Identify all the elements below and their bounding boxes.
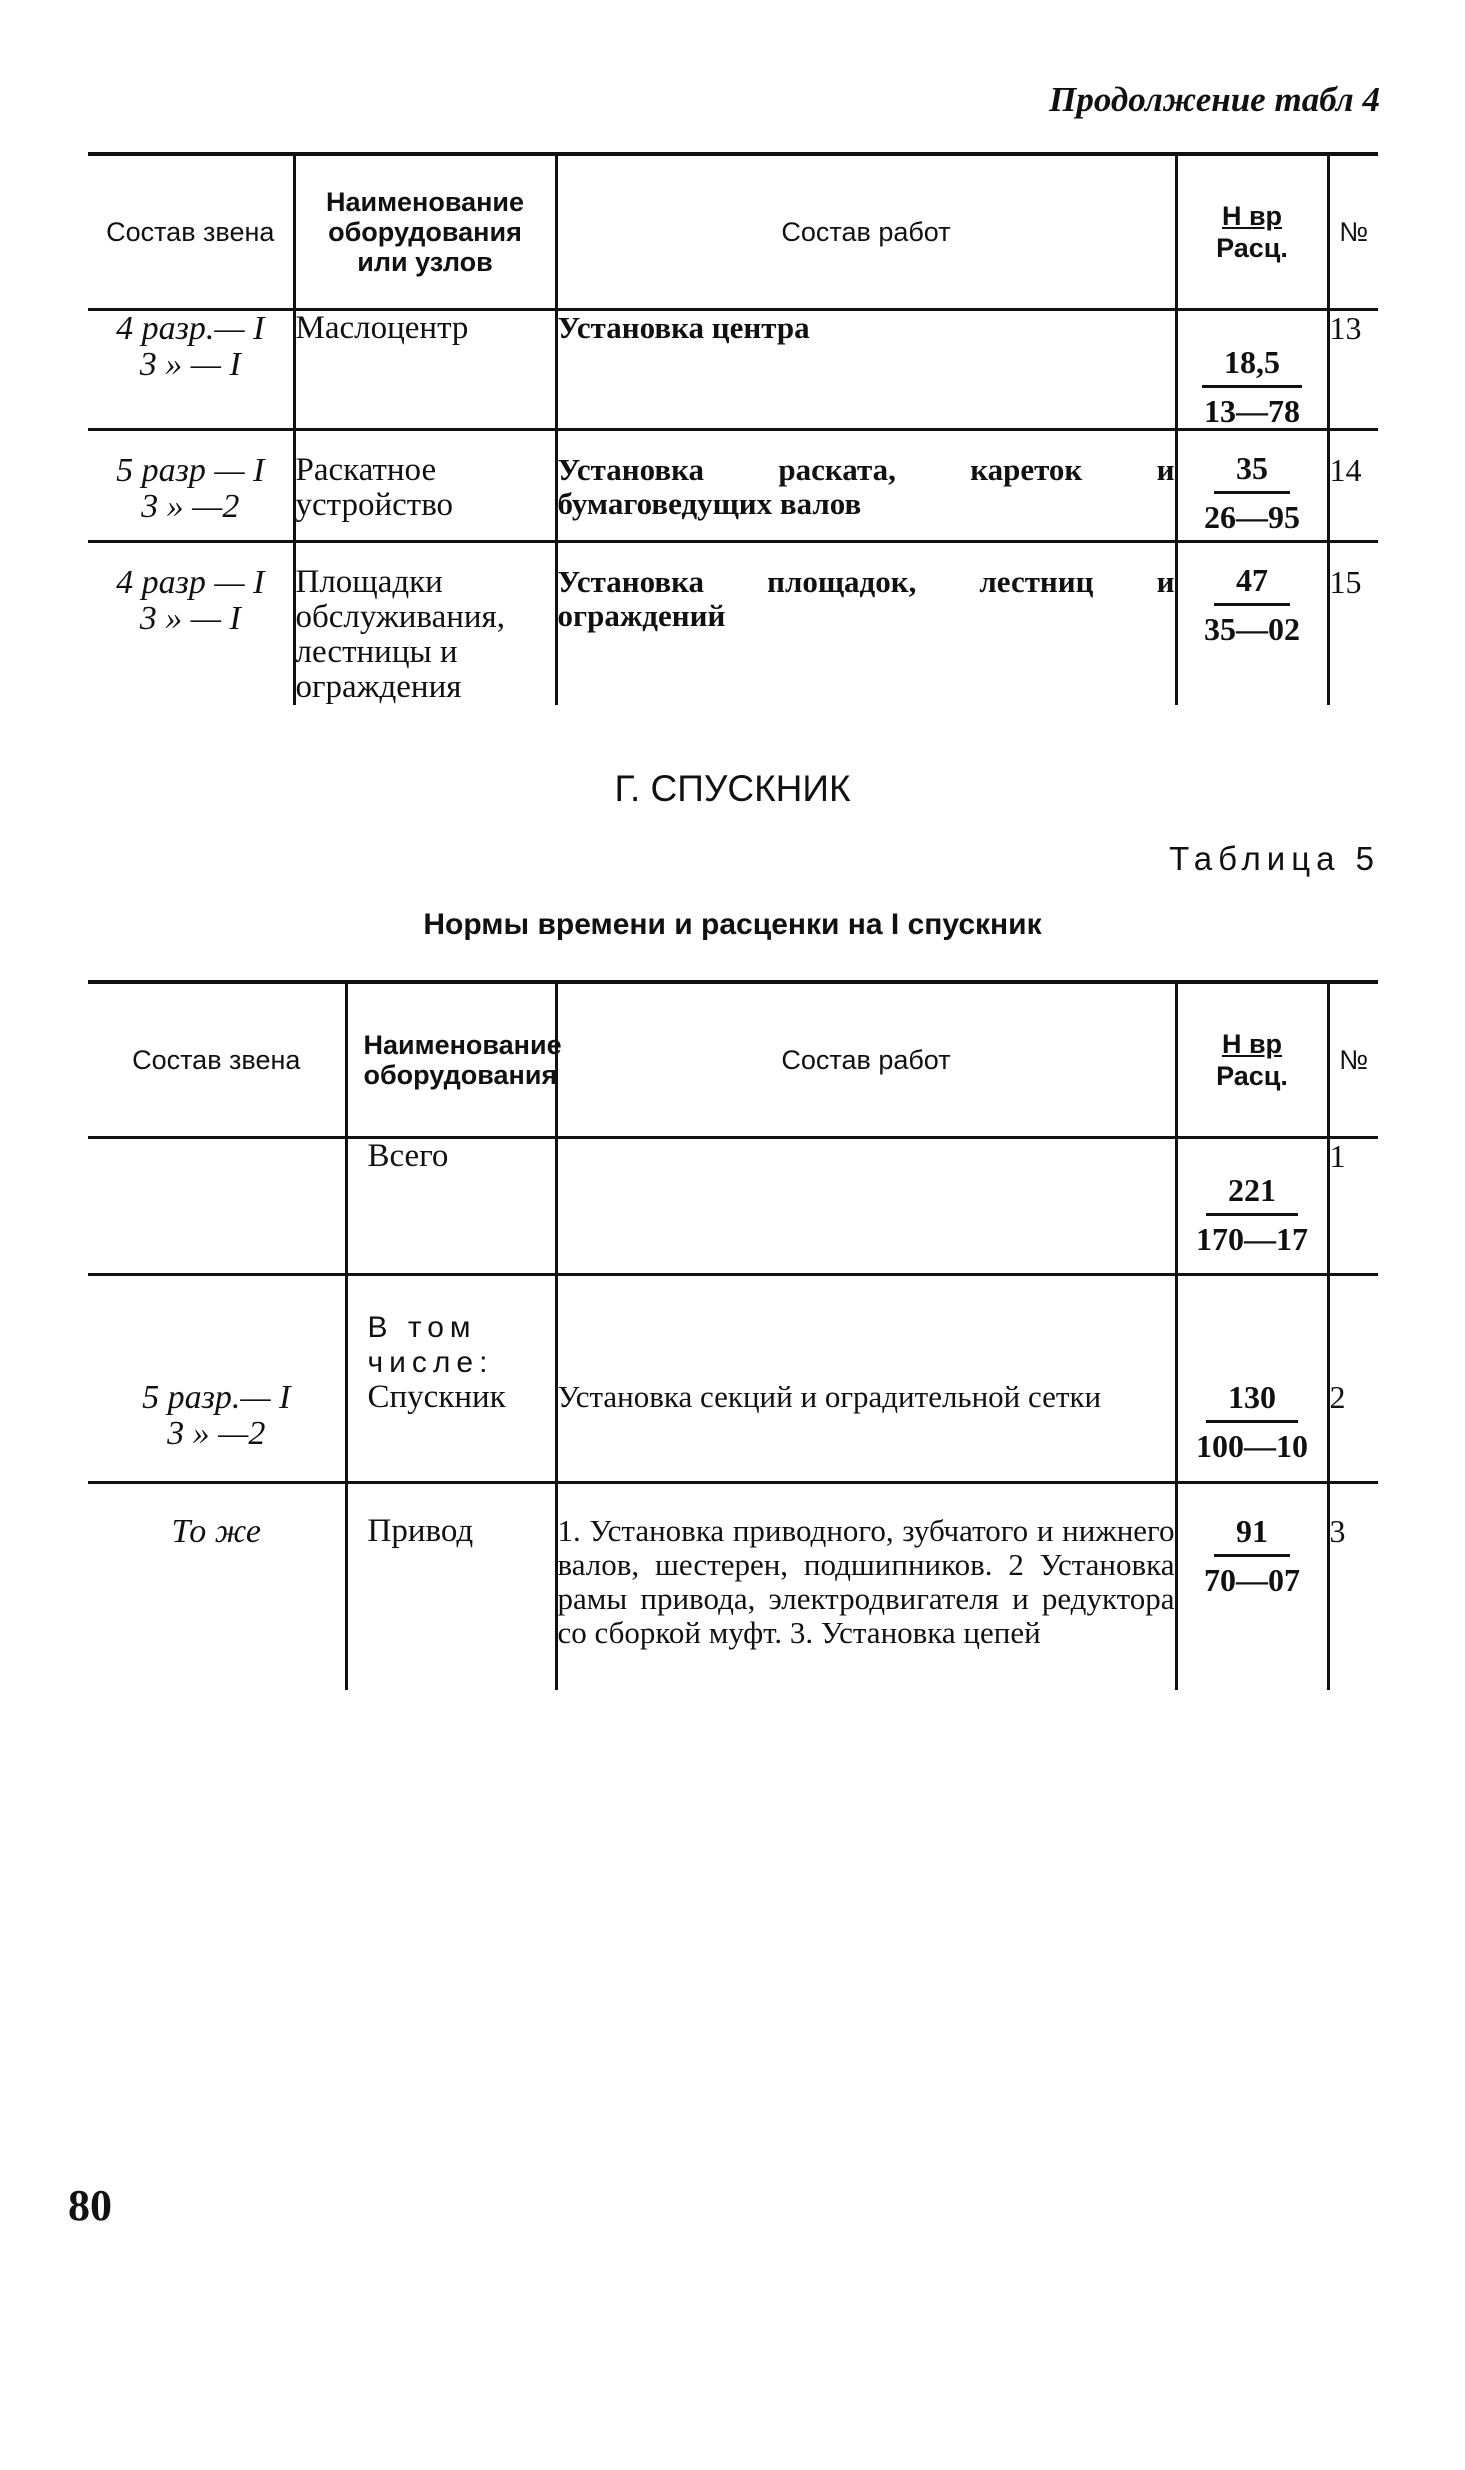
norm-value: 18,5 <box>1202 345 1302 388</box>
col-header-norm-rate <box>1176 982 1328 1137</box>
header-rate: Расц. <box>1216 232 1288 263</box>
row-number: 14 <box>1328 429 1378 541</box>
rate-value: 35—02 <box>1204 610 1300 647</box>
norm-value: 47 <box>1214 563 1290 606</box>
table-4 <box>88 152 1378 705</box>
row-number: 13 <box>1328 309 1378 429</box>
equipment-cell: Спускник <box>367 1378 506 1415</box>
col-header-equipment: Наименование оборудования <box>346 982 556 1137</box>
norm-value: 130 <box>1206 1380 1298 1423</box>
header-norm: Н вр <box>1221 1028 1283 1059</box>
table-row <box>88 541 1378 705</box>
col-header-work: Состав работ <box>556 982 1176 1137</box>
work-cell <box>556 1137 1176 1274</box>
rate-value: 70—07 <box>1204 1561 1300 1598</box>
section-title: Г. СПУСКНИК <box>614 768 851 809</box>
rate-value: 100—10 <box>1196 1427 1308 1464</box>
header-norm: Н вр <box>1221 200 1283 231</box>
row-number: 3 <box>1328 1482 1378 1690</box>
crew-line: 3 » — I <box>139 599 241 637</box>
col-header-no: № <box>1328 154 1378 309</box>
col-header-no: № <box>1328 982 1378 1137</box>
work-cell: Установка секций и оградительной сетки <box>556 1274 1176 1482</box>
col-header-crew: Состав звена <box>88 154 294 309</box>
work-cell: Установка центра <box>556 309 1176 429</box>
crew-line: 4 разр.— I <box>116 309 265 347</box>
equipment-cell: Раскатное устройство <box>294 429 556 541</box>
row-number: 15 <box>1328 541 1378 705</box>
col-header-work: Состав работ <box>556 154 1176 309</box>
work-cell: Установка площадок, лестниц и ограждений <box>556 541 1176 705</box>
row-number: 2 <box>1328 1274 1378 1482</box>
equipment-note: В том числе: <box>367 1310 494 1379</box>
equipment-cell: Всего <box>346 1137 556 1274</box>
equipment-cell: Привод <box>346 1482 556 1690</box>
page-number: 80 <box>68 2181 112 2230</box>
norm-value: 91 <box>1214 1514 1290 1557</box>
table-5 <box>88 980 1378 1690</box>
equipment-cell: Маслоцентр <box>294 309 556 429</box>
table-row <box>88 309 1378 429</box>
crew-line: 5 разр.— I <box>142 1378 291 1416</box>
crew-line: 5 разр — I <box>116 451 265 489</box>
crew-line: 4 разр — I <box>116 563 265 601</box>
norm-value: 35 <box>1214 451 1290 494</box>
table-label: Таблица 5 <box>1169 840 1380 877</box>
rate-value: 170—17 <box>1196 1220 1308 1257</box>
equipment-cell: Площадки обслуживания, лестницы и ограждения <box>294 541 556 705</box>
table-row <box>88 1274 1378 1482</box>
continuation-label: Продолжение табл 4 <box>1049 80 1380 119</box>
norm-value: 221 <box>1206 1173 1298 1216</box>
rate-value: 26—95 <box>1204 498 1300 535</box>
crew-line: То же <box>171 1512 261 1550</box>
table-row <box>88 1482 1378 1690</box>
rate-value: 13—78 <box>1204 392 1300 429</box>
header-rate: Расц. <box>1216 1060 1288 1091</box>
table-row <box>88 429 1378 541</box>
work-cell: Установка раската, кареток и бумаговедущих валов <box>556 429 1176 541</box>
crew-line: 3 » —2 <box>167 1414 266 1452</box>
row-number: 1 <box>1328 1137 1378 1274</box>
col-header-norm-rate <box>1176 154 1328 309</box>
work-cell: 1. Установка приводного, зубчатого и нижнего валов, шестерен, подшипников. 2 Установка рамы привода, электродвигателя и редуктора со сборкой муфт. 3. Установка цепей <box>556 1482 1176 1690</box>
crew-line: 3 » — I <box>139 345 241 383</box>
col-header-crew: Состав звена <box>88 982 346 1137</box>
table-caption: Нормы времени и расценки на I спускник <box>423 908 1042 941</box>
crew-line: 3 » —2 <box>141 487 240 525</box>
col-header-equipment: Наименование оборудования или узлов <box>294 154 556 309</box>
table-row <box>88 1137 1378 1274</box>
